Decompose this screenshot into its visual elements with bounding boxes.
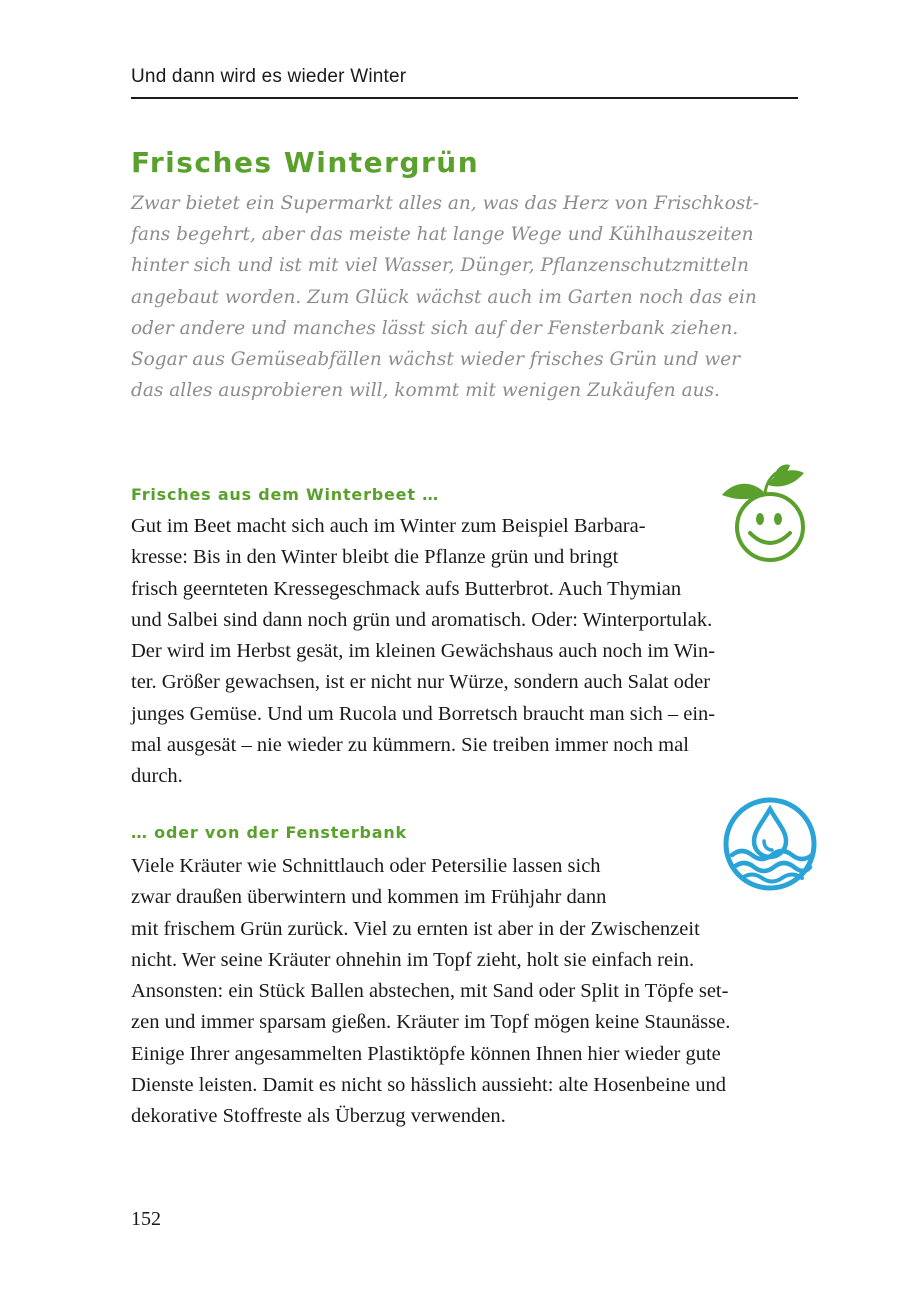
- section-heading-fensterbank: … oder von der Fensterbank: [131, 823, 407, 842]
- running-header: Und dann wird es wieder Winter: [131, 66, 407, 87]
- body-line: Der wird im Herbst gesät, im kleinen Gewächshaus auch noch im Win-: [131, 640, 716, 663]
- body-line: dekorative Stoffreste als Überzug verwenden.: [131, 1105, 506, 1128]
- intro-line: hinter sich und ist mit viel Wasser, Dünger, Pflanzenschutzmitteln: [131, 255, 749, 277]
- smiley-leaf-icon: [718, 463, 813, 568]
- body-line: Gut im Beet macht sich auch im Winter zum Beispiel Barbara-: [131, 515, 646, 537]
- body-line: Dienste leisten. Damit es nicht so hässlich aussieht: alte Hosenbeine und: [131, 1074, 726, 1097]
- body-line: Viele Kräuter wie Schnittlauch oder Petersilie lassen sich: [131, 855, 601, 877]
- body-line: ter. Größer gewachsen, ist er nicht nur Würze, sondern auch Salat oder: [131, 671, 711, 694]
- water-drop-icon: [718, 797, 822, 892]
- intro-line: angebaut worden. Zum Glück wächst auch im Garten noch das ein: [131, 286, 757, 308]
- body-line: mit frischem Grün zurück. Viel zu ernten ist aber in der Zwischenzeit: [131, 917, 700, 940]
- body-line: Ansonsten: ein Stück Ballen abstechen, mit Sand oder Split in Töpfe set-: [131, 980, 729, 1003]
- body-line: durch.: [131, 765, 183, 788]
- intro-line: fans begehrt, aber das meiste hat lange Wege und Kühlhauszeiten: [131, 224, 754, 246]
- body-line: zwar draußen überwintern und kommen im Frühjahr dann: [131, 886, 607, 909]
- body-line: zen und immer sparsam gießen. Kräuter im Topf mögen keine Staunässe.: [131, 1011, 731, 1034]
- intro-line: Sogar aus Gemüseabfällen wächst wieder frisches Grün und wer: [131, 349, 741, 371]
- intro-paragraph: [131, 188, 759, 406]
- chapter-title: Frisches Wintergrün: [131, 146, 480, 179]
- section-body-winterbeet: [131, 511, 715, 793]
- body-line: mal ausgesät – nie wieder zu kümmern. Sie treiben immer noch mal: [131, 734, 689, 757]
- page-number: 152: [131, 1208, 161, 1230]
- intro-line: oder andere und manches lässt sich auf der Fensterbank ziehen.: [131, 317, 739, 339]
- body-line: kresse: Bis in den Winter bleibt die Pflanze grün und bringt: [131, 546, 619, 569]
- body-line: und Salbei sind dann noch grün und aromatisch. Oder: Winterportulak.: [131, 608, 713, 631]
- section-body-fensterbank: [131, 851, 730, 1133]
- intro-line: Zwar bietet ein Supermarkt alles an, was das Herz von Frischkost-: [131, 193, 759, 214]
- section-heading-winterbeet: Frisches aus dem Winterbeet …: [131, 485, 439, 504]
- intro-line: das alles ausprobieren will, kommt mit wenigen Zukäufen aus.: [131, 380, 720, 402]
- header-rule: [131, 97, 798, 99]
- body-line: junges Gemüse. Und um Rucola und Borretsch braucht man sich – ein-: [131, 702, 716, 725]
- body-line: frisch geernteten Kressegeschmack aufs Butterbrot. Auch Thymian: [131, 577, 682, 600]
- body-line: Einige Ihrer angesammelten Plastiktöpfe können Ihnen hier wieder gute: [131, 1042, 721, 1065]
- body-line: nicht. Wer seine Kräuter ohnehin im Topf zieht, holt sie einfach rein.: [131, 948, 695, 971]
